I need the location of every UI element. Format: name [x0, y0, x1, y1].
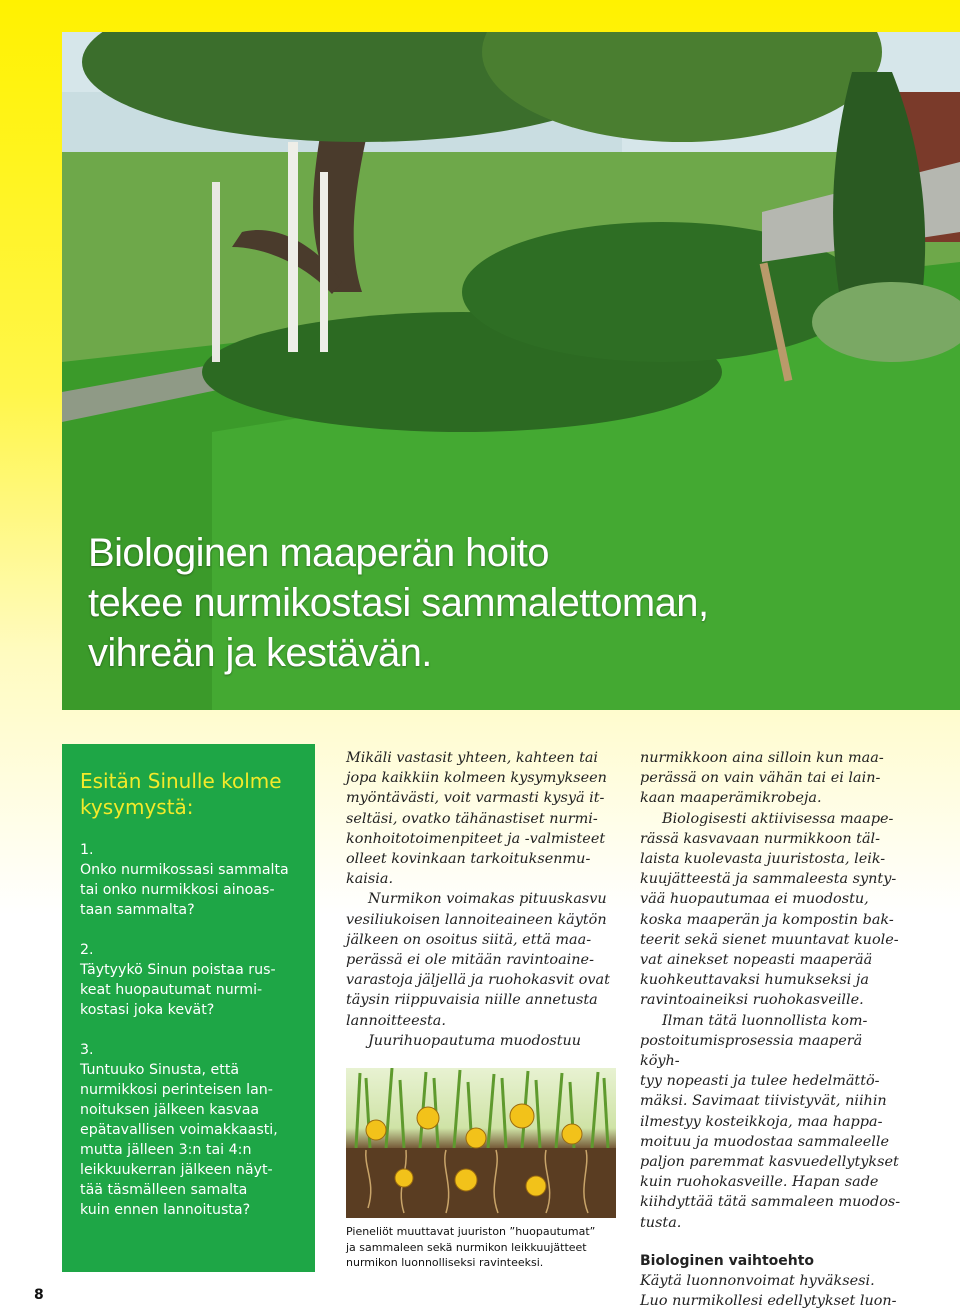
paragraph-4: [640, 1271, 902, 1311]
question-number: 3.: [80, 1042, 94, 1058]
sidebar-heading-line-2: kysymystä:: [80, 795, 194, 819]
question-line: epätavallisen voimakkaasti,: [80, 1122, 278, 1138]
hero-title-line-1: Biologinen maaperän hoito: [88, 531, 549, 575]
body-column-3: [640, 748, 902, 1311]
text-line: paljon paremmat kasvuedellytykset: [640, 1154, 899, 1171]
paragraph-3: [640, 1011, 902, 1233]
caption-line: Pieneliöt muuttavat juuriston ”huopautumat”: [346, 1225, 596, 1238]
question-line: noituksen jälkeen kasvaa: [80, 1102, 260, 1118]
question-line: Täytyykö Sinun poistaa rus-: [80, 962, 276, 978]
questions-sidebar: [62, 744, 315, 1272]
text-line: perässä on vain vähän tai ei lain-: [640, 770, 881, 787]
text-line: jälkeen on osoitus siitä, että maa-: [346, 931, 592, 948]
paragraph-3: [346, 1031, 622, 1051]
text-line: vesiliukoisen lannoiteaineen käytön: [346, 911, 607, 928]
text-line: laista kuolevasta juuristosta, leik-: [640, 851, 886, 868]
question-line: kostasi joka kevät?: [80, 1002, 215, 1018]
paragraph-1: [640, 748, 902, 809]
text-line: ilmestyy kosteikkoja, maa happa-: [640, 1113, 883, 1130]
paragraph-1: [346, 748, 622, 889]
text-line: perässä ei ole mitään ravintoaine-: [346, 952, 594, 969]
hero-title-line-2: tekee nurmikostasi sammalettoman,: [88, 581, 709, 625]
text-line: ravintoaineiksi ruohokasveille.: [640, 992, 864, 1009]
question-line: leikkuukerran jälkeen näyt-: [80, 1162, 273, 1178]
text-line: kuohkeuttavaksi humukseksi ja: [640, 972, 869, 989]
sidebar-heading-line-1: Esitän Sinulle kolme: [80, 769, 282, 793]
text-line: olleet kovinkaan tarkoituksenmu-: [346, 851, 591, 868]
text-line: mäksi. Savimaat tiivistyvät, niihin: [640, 1093, 887, 1110]
roots-illustration: [346, 1068, 616, 1218]
paragraph-2: [346, 889, 622, 1030]
question-line: Tuntuuko Sinusta, että: [80, 1062, 240, 1078]
text-line: Nurmikon voimakas pituuskasvu: [368, 891, 607, 908]
text-line: Luo nurmikollesi edellytykset luon-: [640, 1293, 897, 1310]
text-line: lannoitteesta.: [346, 1012, 446, 1029]
text-line: vää huopautumaa ei muodostu,: [640, 891, 869, 908]
hero-photo-garden-lawn: [62, 32, 960, 710]
text-line: rässä kasvavaan nurmikkoon täl-: [640, 830, 881, 847]
text-line: kuujätteestä ja sammaleesta synty-: [640, 871, 897, 888]
text-line: Juurihuopautuma muodostuu: [368, 1032, 582, 1049]
text-line: varastoja jäljellä ja ruohokasvit ovat: [346, 972, 610, 989]
question-line: taan sammalta?: [80, 902, 195, 918]
body-column-2: [346, 748, 622, 1051]
question-1: [80, 840, 301, 920]
question-3: [80, 1040, 301, 1220]
text-line: tusta.: [640, 1214, 682, 1231]
text-line: kiihdyttää tätä sammaleen muodos-: [640, 1194, 901, 1211]
question-line: keat huopautumat nurmi-: [80, 982, 263, 998]
question-line: tää täsmälleen samalta: [80, 1182, 248, 1198]
text-line: Biologisesti aktiivisessa maape-: [662, 810, 894, 827]
text-line: kuin ruohokasveille. Hapan sade: [640, 1174, 879, 1191]
question-2: [80, 940, 301, 1020]
question-line: Onko nurmikossasi sammalta: [80, 862, 289, 878]
text-line: teerit sekä sienet muuntavat kuole-: [640, 931, 899, 948]
image-caption: [346, 1224, 624, 1271]
text-line: postoitumisprosessia maaperä köyh-: [640, 1032, 863, 1070]
caption-line: nurmikon luonnolliseksi ravinteeksi.: [346, 1256, 544, 1269]
text-line: Ilman tätä luonnollista kom-: [662, 1012, 868, 1029]
paragraph-2: [640, 809, 902, 1011]
question-line: tai onko nurmikkosi ainoas-: [80, 882, 275, 898]
hero-title-line-3: vihreän ja kestävän.: [88, 631, 432, 675]
question-number: 2.: [80, 942, 94, 958]
text-line: myöntävästi, voit varmasti kysyä it-: [346, 790, 605, 807]
text-line: seltäsi, ovatko tähänastiset nurmi-: [346, 810, 598, 827]
question-line: kuin ennen lannoitusta?: [80, 1202, 251, 1218]
text-line: tyy nopeasti ja tulee hedelmättö-: [640, 1073, 880, 1090]
text-line: kaan maaperämikrobeja.: [640, 790, 822, 807]
text-line: täysin riippuvaisia niille annetusta: [346, 992, 598, 1009]
text-line: koska maaperän ja kompostin bak-: [640, 911, 894, 928]
text-line: Mikäli vastasit yhteen, kahteen tai: [346, 750, 599, 766]
subheading-biologinen-vaihtoehto: Biologinen vaihtoehto: [640, 1252, 815, 1269]
hero-title: [88, 528, 948, 678]
text-line: jopa kaikkiin kolmeen kysymykseen: [346, 770, 607, 787]
caption-line: ja sammaleen sekä nurmikon leikkuujätteet: [346, 1240, 587, 1254]
text-line: vat ainekset nopeasti maaperää: [640, 952, 873, 969]
question-number: 1.: [80, 842, 94, 858]
roots-drawing: [346, 1068, 616, 1218]
text-line: konhoitotoimenpiteet ja -valmisteet: [346, 830, 606, 847]
page-number: 8: [34, 1287, 44, 1303]
question-line: mutta jälleen 3:n tai 4:n: [80, 1142, 252, 1158]
question-line: nurmikkosi perinteisen lan-: [80, 1082, 273, 1098]
text-line: Käytä luonnonvoimat hyväksesi.: [640, 1273, 875, 1290]
text-line: kaisia.: [346, 871, 394, 888]
sidebar-heading: [80, 768, 301, 820]
text-line: moituu ja muodostaa sammaleelle: [640, 1133, 889, 1150]
text-line: nurmikkoon aina silloin kun maa-: [640, 750, 884, 766]
